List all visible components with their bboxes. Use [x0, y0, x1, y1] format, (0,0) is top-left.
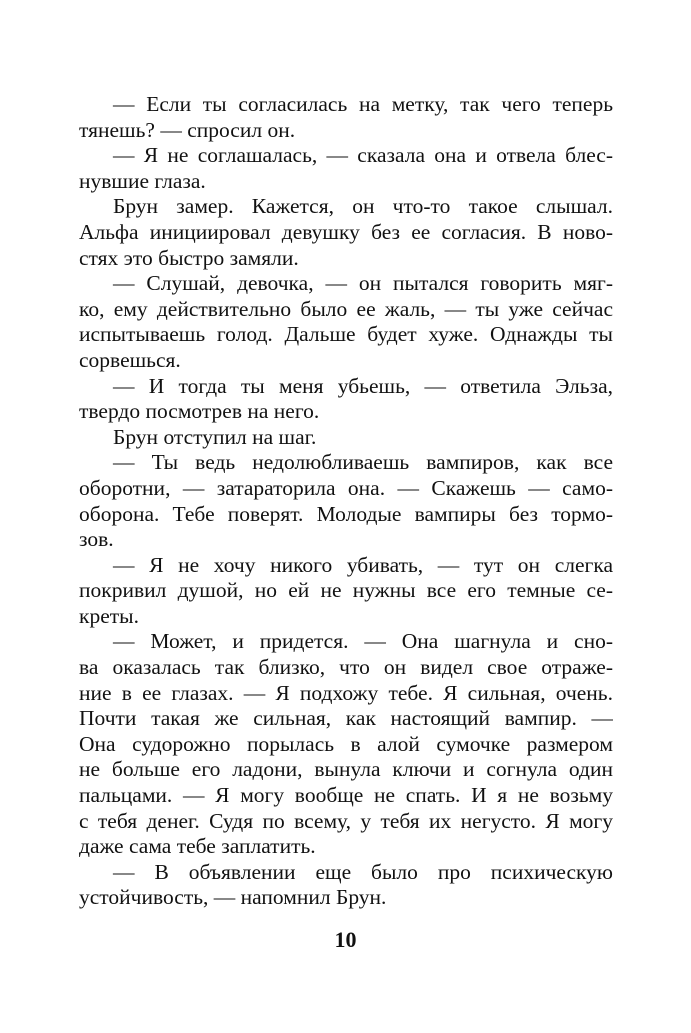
text-line: оборотни, — затараторила она. — Скажешь — само- [79, 475, 613, 500]
text-line: стях это быстро замяли. [79, 245, 299, 270]
text-line: — Если ты согласилась на метку, так чего теперь [113, 92, 613, 116]
page-number: 10 [334, 927, 357, 952]
text-line: креты. [79, 603, 139, 628]
text-line: ние в ее глазах. — Я подхожу тебе. Я сильная, очень. [79, 680, 613, 705]
text-line: даже сама тебе заплатить. [79, 834, 316, 859]
text-line: испытываешь голод. Дальше будет хуже. Однажды ты [79, 322, 613, 347]
text-line: — Может, и придется. — Она шагнула и сно- [113, 629, 613, 654]
text-line: с тебя денег. Судя по всему, у тебя их негусто. Я могу [79, 808, 613, 833]
text-line: ко, ему действительно было ее жаль, — ты уже сейчас [79, 296, 613, 321]
text-line: — Я не соглашалась, — сказала она и отвела блес- [113, 143, 613, 168]
text-line: устойчивость, — напомнил Брун. [79, 885, 387, 910]
text-line: оборона. Тебе поверят. Молодые вампиры без тормо- [79, 501, 613, 526]
text-line: тянешь? — спросил он. [79, 117, 296, 142]
text-line: нувшие глаза. [79, 168, 206, 193]
text-line: зов. [79, 527, 114, 552]
text-line: пальцами. — Я могу вообще не спать. И я не возьму [79, 783, 613, 808]
text-line: Почти такая же сильная, как настоящий вампир. — [79, 706, 613, 731]
text-line: Она судорожно порылась в алой сумочке размером [79, 731, 613, 756]
text-line: — Ты ведь недолюбливаешь вампиров, как все [113, 450, 613, 475]
text-line: — Слушай, девочка, — он пытался говорить мяг- [113, 271, 613, 296]
text-line: покривил душой, но ей не нужны все его темные се- [79, 578, 613, 603]
text-line: Брун замер. Кажется, он что-то такое слышал. [113, 194, 613, 219]
text-line: сорвешься. [79, 347, 181, 372]
text-line: Альфа инициировал девушку без ее согласия. В ново- [79, 219, 613, 244]
text-line: — Я не хочу никого убивать, — тут он слегка [113, 552, 613, 577]
body-text [79, 92, 613, 911]
text-line: Брун отступил на шаг. [113, 424, 317, 449]
text-line: ва оказалась так близко, что он видел свое отраже- [79, 655, 613, 680]
text-line: твердо посмотрев на него. [79, 399, 320, 424]
text-line: — И тогда ты меня убьешь, — ответила Эльза, [113, 373, 613, 398]
text-line: не больше его ладони, вынула ключи и согнула один [79, 757, 613, 782]
text-line: — В объявлении еще было про психическую [113, 859, 613, 884]
